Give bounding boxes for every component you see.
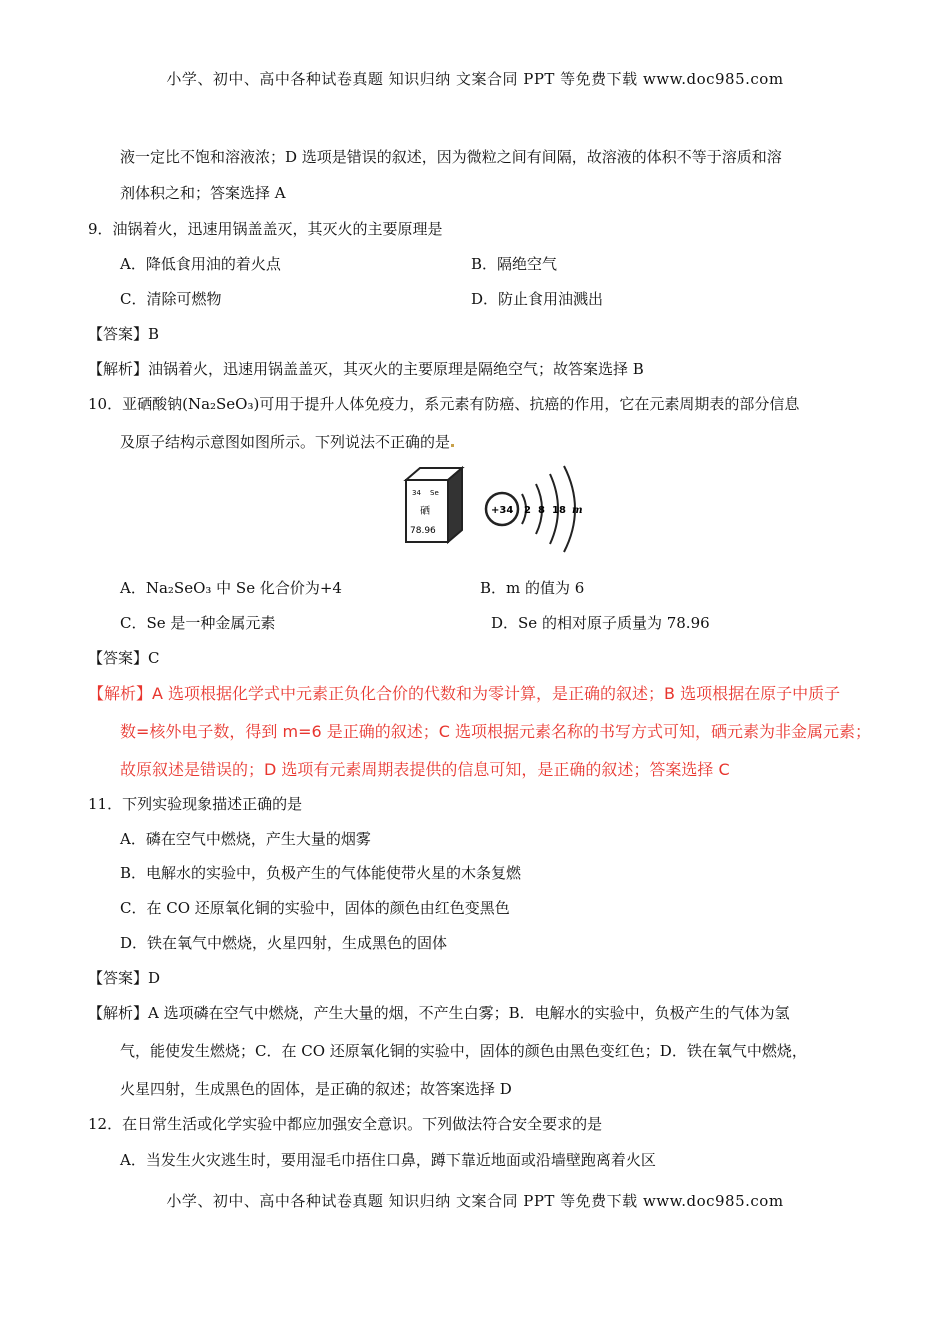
q11-option-c: C．在 CO 还原氧化铜的实验中，固体的颜色由红色变黑色 bbox=[120, 899, 510, 917]
q10-option-a: A．Na₂SeO₃ 中 Se 化合价为+4 bbox=[120, 579, 342, 597]
shell-electrons-4: m bbox=[572, 505, 583, 516]
q9-option-b: B．隔绝空气 bbox=[471, 255, 558, 273]
q11-option-a: A．磷在空气中燃烧，产生大量的烟雾 bbox=[120, 830, 371, 848]
q9-analysis: 【解析】油锅着火，迅速用锅盖盖灭，其灭火的主要原理是隔绝空气；故答案选择 B bbox=[88, 360, 644, 378]
cell-symbol: Se bbox=[430, 489, 439, 497]
q9-answer: 【答案】B bbox=[88, 325, 160, 343]
q12-option-a: A．当发生火灾逃生时，要用湿毛巾捂住口鼻，蹲下靠近地面或沿墙壁跑离着火区 bbox=[120, 1151, 656, 1169]
periodic-table-cell bbox=[406, 468, 462, 542]
q10-analysis-line-3: 故原叙述是错误的；D 选项有元素周期表提供的信息可知，是正确的叙述；答案选择 C bbox=[120, 760, 730, 779]
q10-option-d: D．Se 的相对原子质量为 78.96 bbox=[491, 614, 710, 632]
q11-analysis-line-2: 气，能使发生燃烧；C．在 CO 还原氧化铜的实验中，固体的颜色由黑色变红色；D．铁在氧气中燃烧， bbox=[120, 1042, 807, 1060]
page-header: 小学、初中、高中各种试卷真题 知识归纳 文案合同 PPT 等免费下载 www.doc985.com bbox=[166, 70, 784, 88]
shell-electrons-3: 18 bbox=[552, 505, 566, 516]
q11-option-b: B．电解水的实验中，负极产生的气体能使带火星的木条复燃 bbox=[120, 864, 522, 882]
q9-option-a: A．降低食用油的着火点 bbox=[120, 255, 281, 273]
shell-electrons-2: 8 bbox=[538, 505, 545, 516]
q10-analysis-line-2: 数=核外电子数，得到 m=6 是正确的叙述；C 选项根据元素名称的书写方式可知，硒元素为非金属元素； bbox=[120, 722, 872, 741]
nucleus-charge: +34 bbox=[491, 505, 514, 516]
shell-electrons-1: 2 bbox=[524, 505, 531, 516]
q10-stem-line-2: 及原子结构示意图如图所示。下列说法不正确的是 bbox=[120, 432, 454, 452]
q9-option-c: C．清除可燃物 bbox=[120, 290, 222, 308]
q10-option-c: C．Se 是一种金属元素 bbox=[120, 614, 276, 632]
selenium-figure bbox=[400, 462, 590, 558]
q12-stem: 12．在日常生活或化学实验中都应加强安全意识。下列做法符合安全要求的是 bbox=[88, 1115, 603, 1133]
atomic-structure-diagram bbox=[486, 466, 583, 552]
q9-stem: 9．油锅着火，迅速用锅盖盖灭，其灭火的主要原理是 bbox=[88, 220, 443, 238]
q9-option-d: D．防止食用油溅出 bbox=[471, 290, 604, 308]
q10-stem-line-1: 10．亚硒酸钠(Na₂SeO₃)可用于提升人体免疫力，系元素有防癌、抗癌的作用，它在元素周期表的部分信息 bbox=[88, 395, 800, 413]
cell-atomic-mass: 78.96 bbox=[410, 526, 436, 536]
page-footer: 小学、初中、高中各种试卷真题 知识归纳 文案合同 PPT 等免费下载 www.doc985.com bbox=[166, 1192, 784, 1210]
q11-analysis-line-1: 【解析】A 选项磷在空气中燃烧，产生大量的烟，不产生白雾；B．电解水的实验中，负极产生的气体为氢 bbox=[88, 1004, 790, 1022]
q11-option-d: D．铁在氧气中燃烧，火星四射，生成黑色的固体 bbox=[120, 934, 448, 952]
q10-answer: 【答案】C bbox=[88, 649, 160, 667]
prev-analysis-line-2: 剂体积之和；答案选择 A bbox=[120, 184, 286, 202]
q10-option-b: B．m 的值为 6 bbox=[480, 579, 585, 597]
cell-atomic-number: 34 bbox=[412, 489, 421, 497]
q11-stem: 11．下列实验现象描述正确的是 bbox=[88, 795, 303, 813]
q11-analysis-line-3: 火星四射，生成黑色的固体，是正确的叙述；故答案选择 D bbox=[120, 1080, 512, 1098]
q11-answer: 【答案】D bbox=[88, 969, 161, 987]
prev-analysis-line-1: 液一定比不饱和溶液浓；D 选项是错误的叙述，因为微粒之间有间隔，故溶液的体积不等于溶质和溶 bbox=[120, 148, 782, 166]
cell-name: 硒 bbox=[420, 506, 430, 517]
q10-analysis-line-1: 【解析】A 选项根据化学式中元素正负化合价的代数和为零计算，是正确的叙述；B 选项根据在原子中质子 bbox=[88, 684, 841, 703]
